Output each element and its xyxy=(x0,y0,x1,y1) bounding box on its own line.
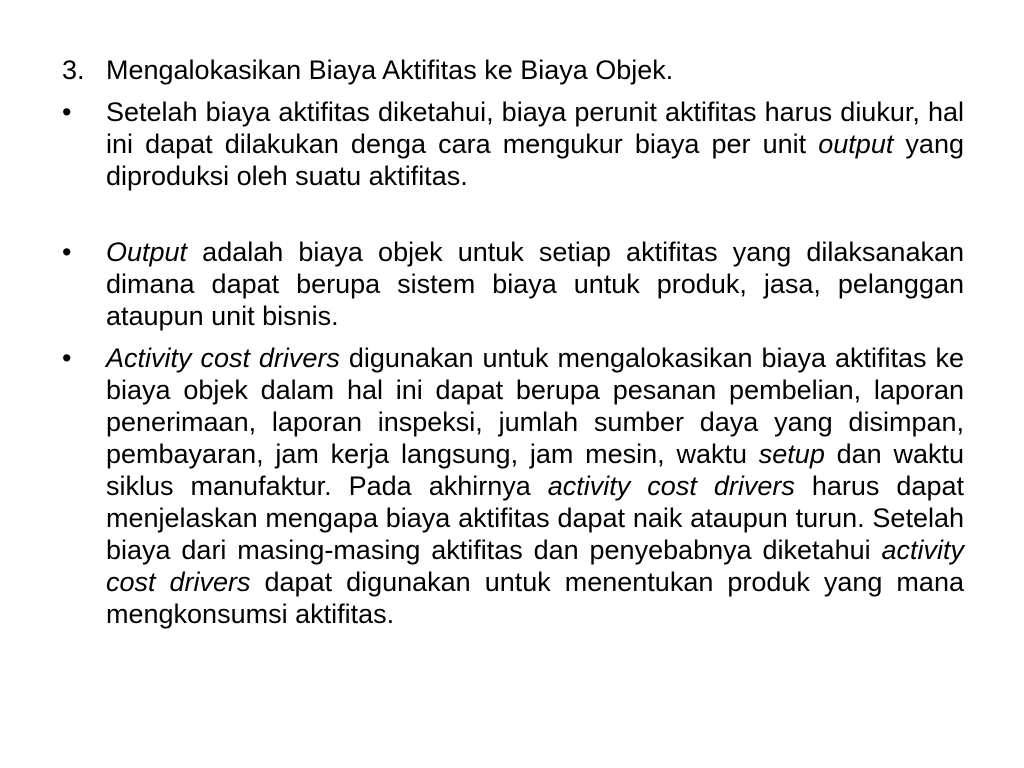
bullet-text-1 xyxy=(106,96,964,192)
text-segment: dan waktu siklus manufaktur. Pada akhirnya xyxy=(106,439,964,501)
italic-term: activity cost drivers xyxy=(106,535,964,597)
bullet-item-3 xyxy=(62,342,964,630)
bullet-icon: • xyxy=(62,237,72,267)
text-segment: adalah biaya objek untuk setiap aktifitas yang dilaksanakan dimana dapat berupa sistem biaya untuk produk, jasa, pelanggan ataupun unit bisnis. xyxy=(106,237,964,331)
italic-term: Activity cost drivers xyxy=(106,343,340,373)
text-segment: harus dapat menjelaskan mengapa biaya aktifitas dapat naik ataupun turun. Setelah biaya dari masing-masing aktifitas dan penyebabnya diketahui xyxy=(106,471,964,565)
numbered-heading xyxy=(62,54,964,86)
text-segment: digunakan untuk mengalokasikan biaya aktifitas ke biaya objek dalam hal ini dapat berupa pesanan pembelian, laporan penerimaan, laporan inspeksi, jumlah sumber daya yang disimpan, pembayaran, jam kerja langsung, jam mesin, waktu xyxy=(106,343,964,469)
italic-term: activity cost drivers xyxy=(547,471,795,501)
bullet-item-1 xyxy=(62,96,964,192)
text-segment: yang diproduksi oleh suatu aktifitas. xyxy=(106,129,964,191)
italic-term: setup xyxy=(758,439,825,469)
bullet-text-3 xyxy=(106,342,964,630)
bullet-text-2 xyxy=(106,236,964,332)
bullet-icon: • xyxy=(62,343,72,373)
bullet-icon: • xyxy=(62,97,72,127)
bullet-item-2 xyxy=(62,236,964,332)
italic-term: output xyxy=(818,129,894,159)
list-number: 3. xyxy=(62,55,85,85)
italic-term: Output xyxy=(106,237,188,267)
text-segment: Setelah biaya aktifitas diketahui, biaya perunit aktifitas harus diukur, hal ini dapat dilakukan denga cara mengukur biaya per unit xyxy=(106,97,964,159)
text-segment: dapat digunakan untuk menentukan produk yang mana mengkonsumsi aktifitas. xyxy=(106,567,964,629)
heading-text: Mengalokasikan Biaya Aktifitas ke Biaya Objek. xyxy=(106,55,674,85)
